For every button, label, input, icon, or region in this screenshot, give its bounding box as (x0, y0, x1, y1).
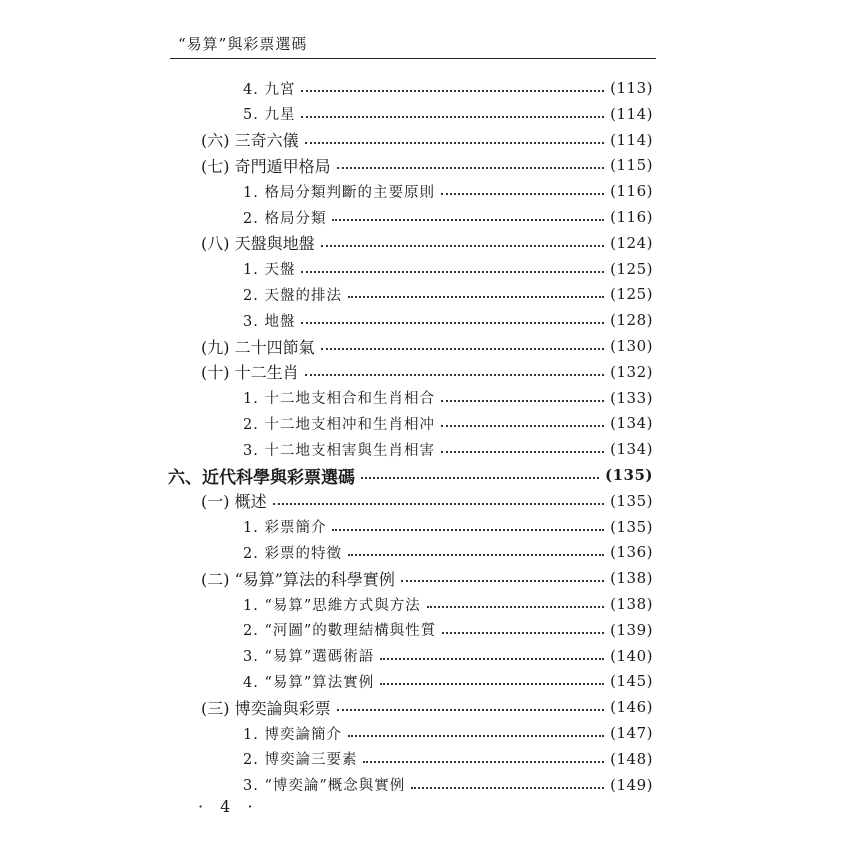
toc-entry-title: (三) 博奕論與彩票 (201, 698, 331, 718)
toc-entry-page-number: (147) (610, 724, 653, 742)
toc-entry (243, 256, 653, 282)
dot-leader (337, 167, 605, 169)
toc-entry-title: 2. 十二地支相冲和生肖相冲 (243, 416, 435, 433)
toc-entry-page-number: (135) (610, 517, 653, 536)
dot-leader (442, 632, 604, 634)
toc-entry-title: (二) “易算”算法的科學實例 (201, 569, 395, 589)
toc-entry (243, 617, 653, 643)
toc-entry (201, 152, 653, 178)
dot-leader (348, 296, 604, 298)
toc-entry-title: 1. 格局分類判斷的主要原則 (243, 184, 435, 201)
toc-entry (201, 127, 653, 153)
toc-entry-page-number: (125) (610, 285, 653, 304)
toc-entry-page-number: (138) (610, 595, 653, 613)
toc-entry-page-number: (134) (610, 414, 653, 433)
toc-entry-title: 1. 彩票簡介 (243, 520, 327, 537)
toc-entry-page-number: (116) (610, 182, 653, 201)
dot-leader (321, 245, 605, 247)
toc-entry-title: 1. 天盤 (243, 262, 296, 279)
dot-leader (348, 735, 604, 737)
dot-leader (337, 709, 605, 711)
header-rule (170, 58, 656, 59)
dot-leader (301, 322, 604, 324)
toc-entry (201, 565, 653, 591)
dot-leader (363, 761, 604, 763)
toc-entry (243, 591, 653, 617)
toc-entry (168, 462, 653, 488)
toc-entry-title: (六) 三奇六儀 (201, 131, 299, 151)
toc-entry-title: 2. 彩票的特徵 (243, 545, 342, 562)
dot-leader (380, 658, 604, 660)
toc-entry-page-number: (113) (610, 79, 653, 97)
dot-leader (321, 348, 605, 350)
toc-entry-title: 4. “易算”算法實例 (243, 674, 375, 691)
toc-entry (243, 101, 653, 127)
running-head: “易算”與彩票選碼 (178, 35, 308, 53)
toc-entry-page-number: (132) (610, 362, 653, 381)
toc-entry (243, 539, 653, 565)
toc-entry-title: 2. 格局分類 (243, 210, 327, 227)
toc-entry-title: 六、近代科學與彩票選碼 (168, 467, 355, 488)
toc-entry (243, 643, 653, 669)
toc-entry-page-number: (124) (610, 233, 653, 252)
toc-entry-title: 3. “博奕論”概念與實例 (243, 778, 406, 795)
toc-entry-page-number: (115) (610, 156, 653, 175)
toc-entry (243, 178, 653, 204)
toc-entry-page-number: (146) (610, 698, 653, 717)
toc-entry-page-number: (135) (604, 466, 653, 484)
dot-leader (301, 90, 604, 92)
toc-entry-title: 4. 九宮 (243, 81, 296, 98)
dot-leader (441, 400, 604, 402)
toc-entry (243, 204, 653, 230)
toc-entry-page-number: (130) (610, 337, 653, 355)
toc-entry-page-number: (128) (610, 311, 653, 330)
dot-leader (427, 606, 604, 608)
page-folio: · 4 · (198, 797, 259, 816)
dot-leader (305, 142, 605, 144)
toc-entry-title: (九) 二十四節氣 (201, 337, 315, 357)
toc-entry-title: (一) 概述 (201, 492, 267, 512)
dot-leader (441, 193, 604, 195)
dot-leader (380, 683, 604, 685)
dot-leader (401, 580, 604, 582)
dot-leader (411, 787, 604, 789)
dot-leader (301, 271, 604, 273)
dot-leader (348, 554, 604, 556)
toc-entry-page-number: (114) (610, 130, 653, 149)
toc-entry (243, 385, 653, 411)
toc-entry (201, 333, 653, 359)
toc-entry-title: 3. “易算”選碼術語 (243, 649, 375, 666)
toc-entry-page-number: (140) (610, 646, 653, 665)
toc-entry-page-number: (114) (610, 104, 653, 123)
toc-entry (243, 281, 653, 307)
toc-entry (201, 230, 653, 256)
dot-leader (332, 529, 604, 531)
toc-entry (243, 668, 653, 694)
toc-entry (243, 307, 653, 333)
toc-entry (243, 514, 653, 540)
dot-leader (305, 374, 605, 376)
toc-entry (243, 746, 653, 772)
toc-entry-title: (七) 奇門遁甲格局 (201, 156, 331, 176)
toc-entry-title: 3. 十二地支相害與生肖相害 (243, 442, 435, 459)
toc-entry-title: 1. “易算”思維方式與方法 (243, 597, 421, 614)
toc-entry (201, 488, 653, 514)
dot-leader (332, 219, 604, 221)
toc-entry-title: 1. 十二地支相合和生肖相合 (243, 391, 435, 408)
toc-entry-page-number: (116) (610, 208, 653, 226)
toc-entry-page-number: (148) (610, 749, 653, 768)
toc-entry-page-number: (145) (610, 672, 653, 691)
toc-entry-page-number: (133) (610, 388, 653, 407)
toc-entry-title: 2. 天盤的排法 (243, 287, 342, 304)
dot-leader (441, 451, 604, 453)
toc-entry (243, 720, 653, 746)
toc-entry (201, 694, 653, 720)
toc-entry-title: (八) 天盤與地盤 (201, 234, 315, 254)
toc-entry-title: 2. “河圖”的數理結構與性質 (243, 623, 437, 640)
toc-entry-title: 3. 地盤 (243, 313, 296, 330)
toc-entry-page-number: (135) (610, 491, 653, 510)
toc-entry-page-number: (149) (610, 775, 653, 794)
dot-leader (273, 503, 605, 505)
toc-entry (243, 436, 653, 462)
toc-entry-title: 2. 博奕論三要素 (243, 752, 358, 769)
dot-leader (361, 477, 599, 479)
toc-entry (243, 410, 653, 436)
toc-entry-title: (十) 十二生肖 (201, 363, 299, 383)
toc-entry-page-number: (138) (610, 569, 653, 588)
toc-entry (201, 359, 653, 385)
dot-leader (301, 116, 604, 118)
toc-entry-page-number: (139) (610, 620, 653, 639)
toc-entry (243, 75, 653, 101)
toc-entry-page-number: (134) (610, 440, 653, 459)
toc-entry-title: 5. 九星 (243, 107, 296, 124)
toc-entry-title: 1. 博奕論簡介 (243, 726, 342, 743)
dot-leader (441, 425, 604, 427)
toc-entry-page-number: (136) (610, 543, 653, 562)
toc-entry (243, 772, 653, 798)
toc-entry-page-number: (125) (610, 259, 653, 278)
